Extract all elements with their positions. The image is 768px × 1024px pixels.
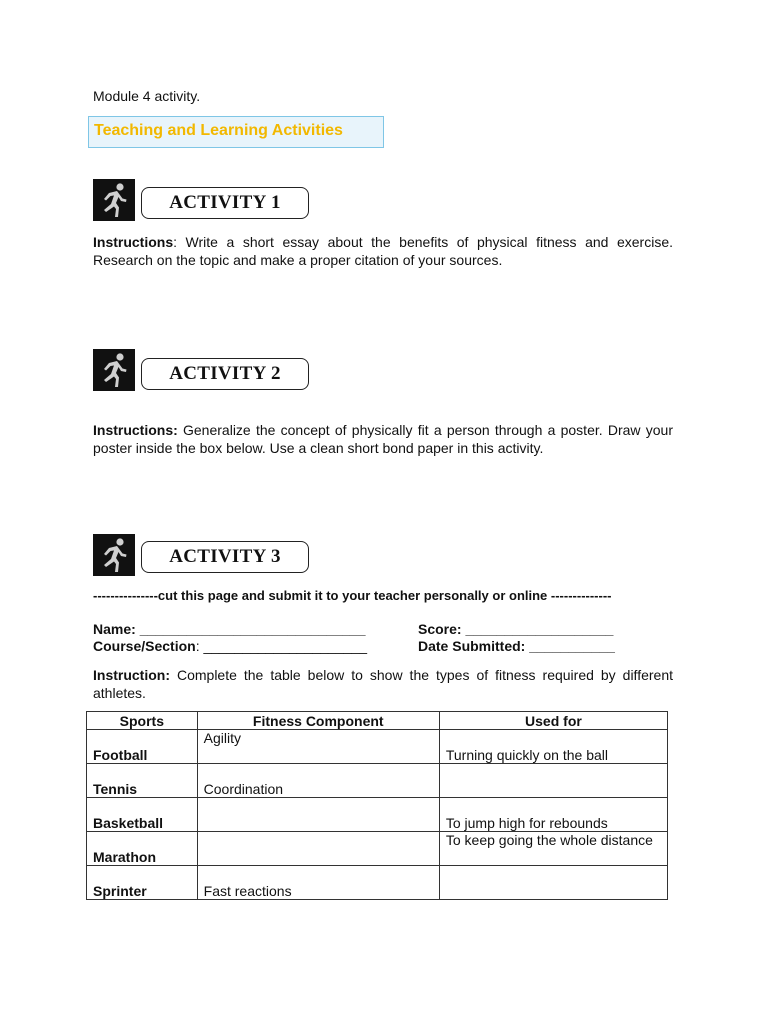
table-row bbox=[87, 764, 668, 798]
instructions-text: : Write a short essay about the benefits of physical fitness and exercise. Research on the topic and make a proper citation of your sources. bbox=[93, 234, 673, 268]
instruction-text: Complete the table below to show the types of fitness required by different athletes. bbox=[93, 667, 673, 701]
used-for-cell bbox=[439, 764, 667, 798]
component-cell bbox=[197, 798, 439, 832]
component-cell: Coordination bbox=[197, 764, 439, 798]
activity-2-instructions bbox=[93, 421, 673, 457]
used-for-cell bbox=[439, 866, 667, 900]
score-field bbox=[418, 621, 613, 637]
sport-cell: Basketball bbox=[87, 798, 198, 832]
fitness-table bbox=[86, 711, 668, 900]
header-sports: Sports bbox=[87, 712, 198, 730]
date-label: Date Submitted: bbox=[418, 638, 530, 654]
cut-line: ---------------cut this page and submit it to your teacher personally or online -------------- bbox=[93, 588, 612, 603]
header-used-for: Used for bbox=[439, 712, 667, 730]
activity-3-label: ACTIVITY 3 bbox=[141, 541, 309, 573]
activity-1-label: ACTIVITY 1 bbox=[141, 187, 309, 219]
course-colon: : _____________________ bbox=[195, 638, 367, 654]
table-header-row bbox=[87, 712, 668, 730]
instructions-label: Instructions: bbox=[93, 422, 178, 438]
course-label: Course/Section bbox=[93, 638, 196, 654]
module-label: Module 4 activity. bbox=[93, 88, 201, 104]
name-field bbox=[93, 621, 366, 637]
activity-3-instructions bbox=[93, 666, 673, 702]
activity-1-instructions bbox=[93, 233, 673, 269]
table-row bbox=[87, 730, 668, 764]
instruction-label: Instruction: bbox=[93, 667, 170, 683]
activity-2-label: ACTIVITY 2 bbox=[141, 358, 309, 390]
date-field bbox=[418, 638, 615, 654]
runner-icon bbox=[93, 179, 135, 221]
name-blank: _____________________________ bbox=[139, 621, 366, 637]
used-for-cell: To keep going the whole distance bbox=[439, 832, 667, 866]
section-title-box bbox=[88, 116, 384, 148]
sport-cell: Tennis bbox=[87, 764, 198, 798]
table-row bbox=[87, 798, 668, 832]
name-label: Name: bbox=[93, 621, 140, 637]
runner-icon bbox=[93, 349, 135, 391]
header-fitness-component: Fitness Component bbox=[197, 712, 439, 730]
table-row bbox=[87, 866, 668, 900]
instructions-label: Instructions bbox=[93, 234, 174, 250]
course-field bbox=[93, 638, 367, 654]
score-label: Score: bbox=[418, 621, 466, 637]
used-for-cell: Turning quickly on the ball bbox=[439, 730, 667, 764]
sport-cell: Sprinter bbox=[87, 866, 198, 900]
component-cell: Agility bbox=[197, 730, 439, 764]
table-row bbox=[87, 832, 668, 866]
date-blank: ___________ bbox=[529, 638, 615, 654]
component-cell: Fast reactions bbox=[197, 866, 439, 900]
used-for-cell: To jump high for rebounds bbox=[439, 798, 667, 832]
score-blank: ___________________ bbox=[465, 621, 614, 637]
component-cell bbox=[197, 832, 439, 866]
sport-cell: Football bbox=[87, 730, 198, 764]
runner-icon bbox=[93, 534, 135, 576]
sport-cell: Marathon bbox=[87, 832, 198, 866]
instructions-text: Generalize the concept of physically fit a person through a poster. Draw your poster inside the box below. Use a clean short bond paper in this activity. bbox=[93, 422, 673, 456]
section-title: Teaching and Learning Activities bbox=[94, 122, 343, 139]
